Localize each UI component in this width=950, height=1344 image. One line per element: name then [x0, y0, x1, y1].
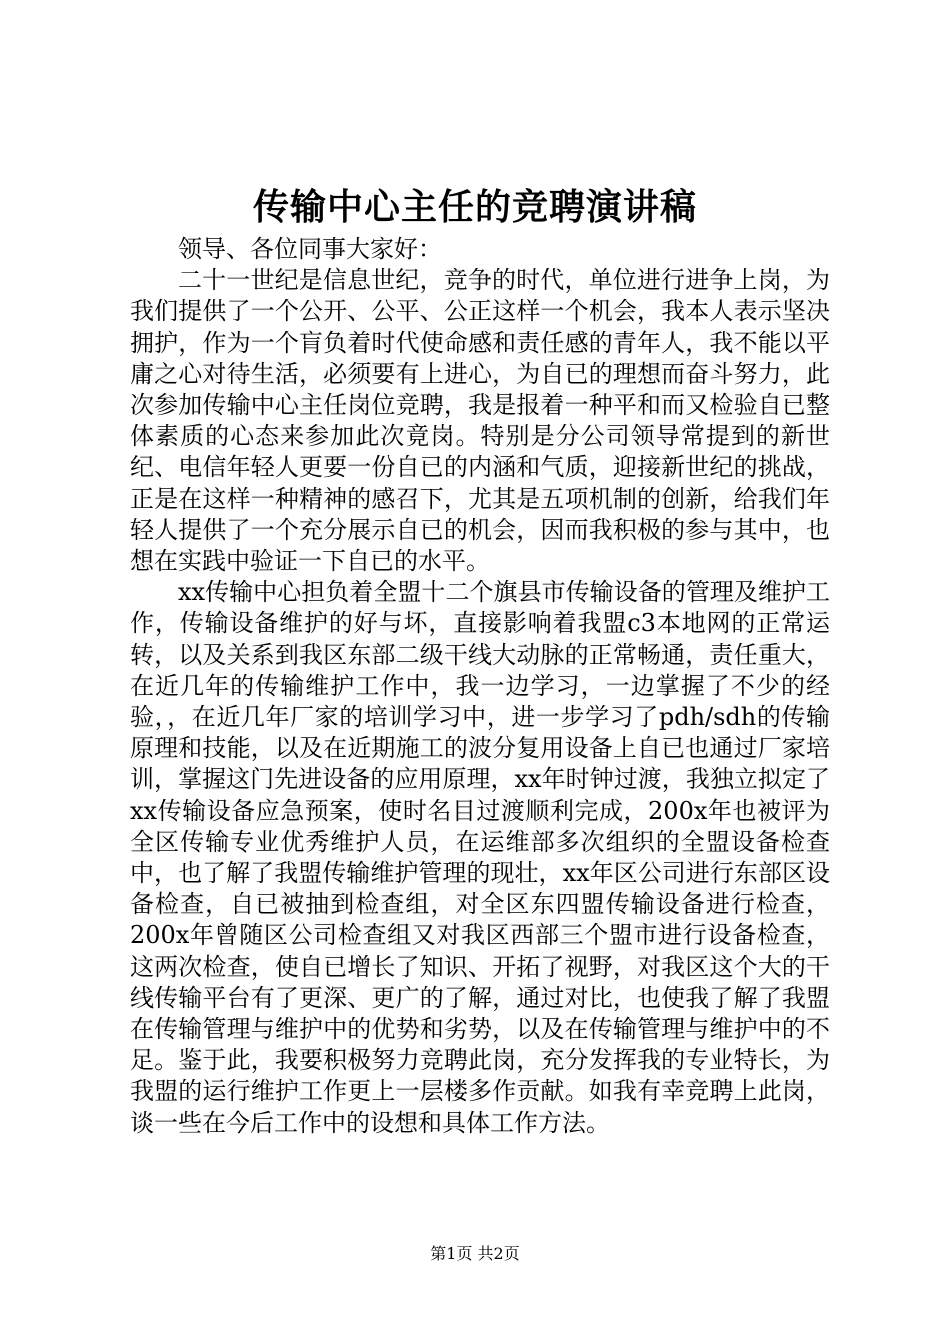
body-paragraph: xx传输中心担负着全盟十二个旗县市传输设备的管理及维护工作，传输设备维护的好与坏，直接影响着我盟c3本地网的正常运转，以及关系到我区东部二级干线大动脉的正常畅通，责任重大，在近几年的传输维护工作中，我一边学习，一边掌握了不少的经验，，在近几年厂家的培训学习中，进一步学习了pdh/sdh的传输原理和技能，以及在近期施工的波分复用设备上自已也通过厂家培训，掌握这门先进设备的应用原理，xx年时钟过渡，我独立拟定了xx传输设备应急预案，使时名目过渡顺利完成，200x年也被评为全区传输专业优秀维护人员，在运维部多次组织的全盟设备检查中，也了解了我盟传输维护管理的现壮，xx年区公司进行东部区设备检查，自已被抽到检查组，对全区东四盟传输设备进行检查，200x年曾随区公司检查组又对我区西部三个盟市进行设备检查，这两次检查，使自已增长了知识、开拓了视野，对我区这个大的干线传输平台有了更深、更广的了解，通过对比，也使我了解了我盟在传输管理与维护中的优势和劣势，以及在传输管理与维护中的不足。鉴于此，我要积极努力竞聘此岗，充分发挥我的专业特长，为我盟的运行维护工作更上一层楼多作贡献。如我有幸竞聘上此岗，谈一些在今后工作中的设想和具体工作方法。	[130, 578, 830, 1137]
salutation-paragraph: 领导、各位同事大家好：	[178, 235, 442, 263]
document-title: 传输中心主任的竞聘演讲稿	[252, 186, 697, 228]
document-body	[130, 234, 830, 1139]
body-paragraph: 二十一世纪是信息世纪，竞争的时代，单位进行进争上岗，为我们提供了一个公开、公平、公正这样一个机会，我本人表示坚决拥护，作为一个肓负着时代使命感和责任感的青年人，我不能以平庸之心对待生活，必须要有上进心，为自已的理想而奋斗努力，此次参加传输中心主任岗位竞聘，我是报着一种平和而又检验自已整体素质的心态来参加此次竟岗。特别是分公司领导常提到的新世纪、电信年轻人更要一份自已的内涵和气质，迎接新世纪的挑战，正是在这样一种精神的感召下，尤其是五项机制的创新，给我们年轻人提供了一个充分展示自已的机会，因而我积极的参与其中，也想在实践中验证一下自已的水平。	[130, 266, 830, 576]
page-number-footer: 第1页 共2页	[430, 1244, 520, 1263]
